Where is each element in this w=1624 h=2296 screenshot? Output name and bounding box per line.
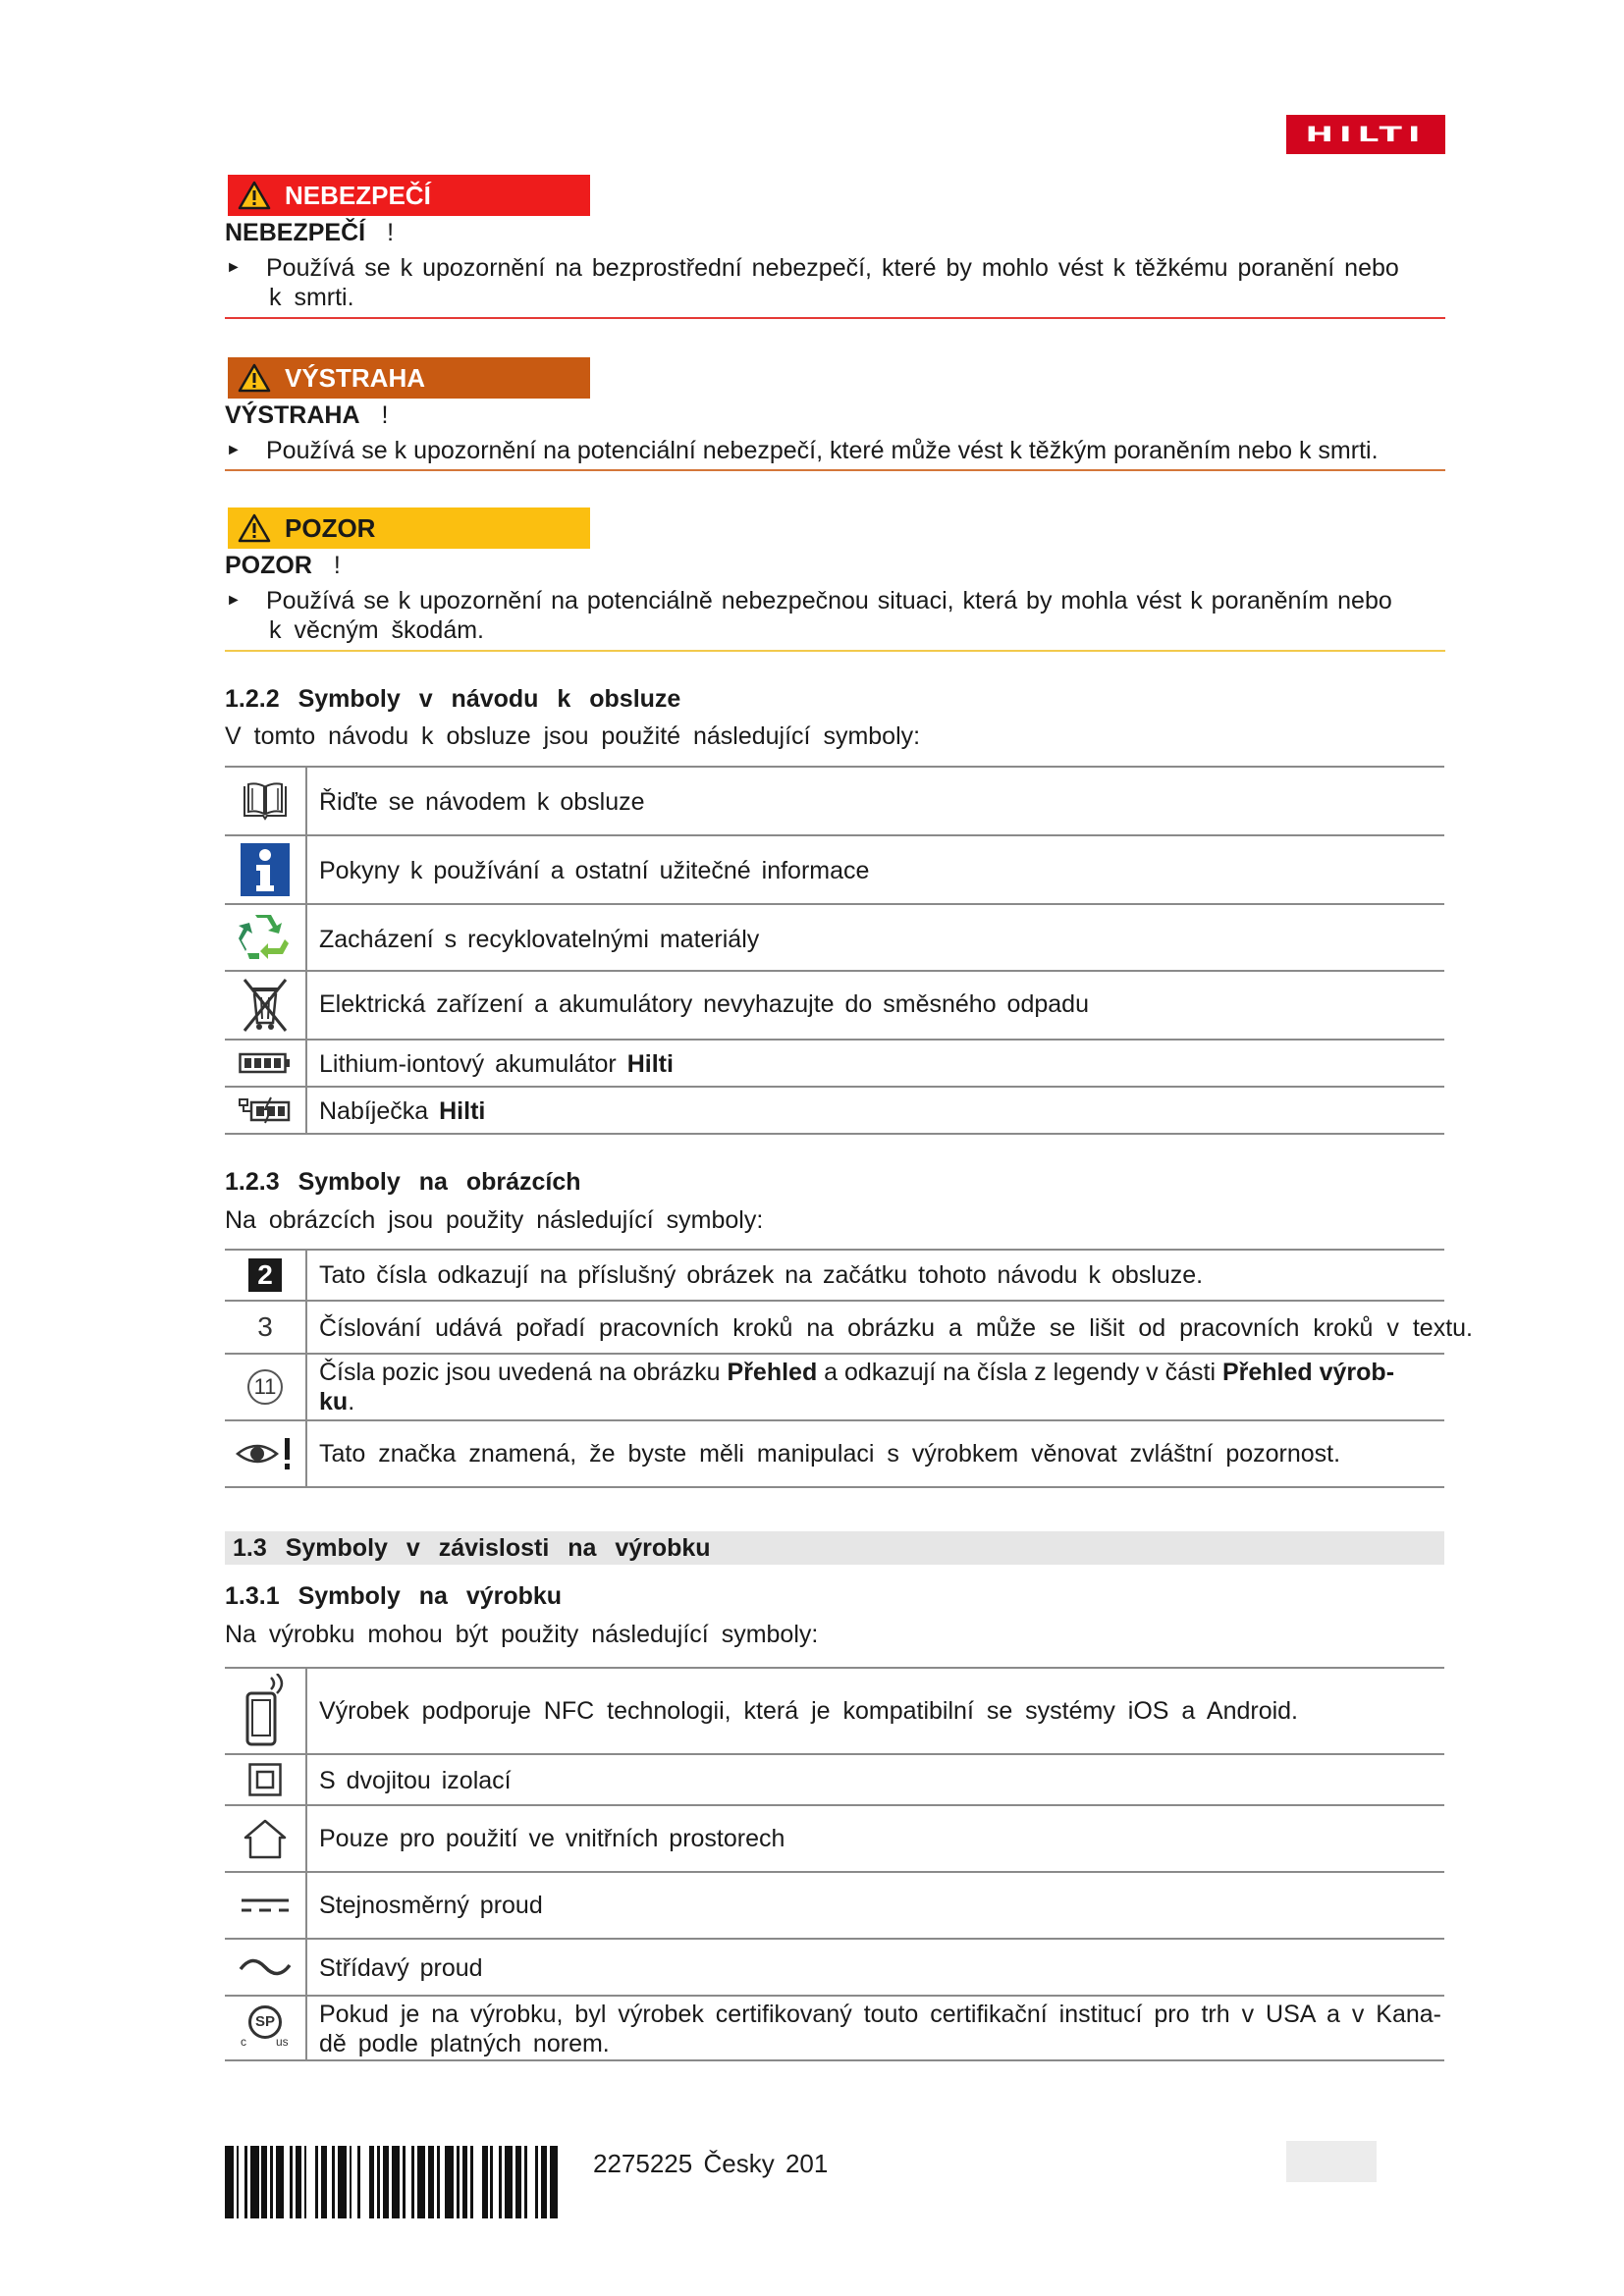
table-row [225,1355,1444,1421]
warning-triangle-icon [238,181,271,210]
warning-heading: VÝSTRAHA ! [225,401,389,429]
bullet-marker: ► [226,259,242,276]
row-text: Pokud je na výrobku, byl výrobek certifikovaný touto certifikační institucí pro trh v USA a v Kana- [319,2001,1441,2028]
section-122-heading: 1.2.2 Symboly v návodu k obsluze [225,685,681,713]
warning-divider [225,469,1445,471]
danger-heading: NEBEZPEČÍ ! [225,219,395,246]
table-row [225,1873,1444,1940]
position-number-icon: 11 [247,1369,283,1405]
table-row [225,1940,1444,1997]
danger-banner [228,175,590,216]
table-row [225,1041,1444,1088]
row-text: Elektrická zařízení a akumulátory nevyhazujte do směsného odpadu [319,990,1089,1018]
caution-banner [228,507,590,549]
row-text: Stejnosměrný proud [319,1892,543,1919]
section-123-heading: 1.2.3 Symboly na obrázcích [225,1168,581,1196]
table-row [225,1755,1444,1806]
table-row [225,1302,1473,1355]
warning-text-line1: Používá se k upozornění na potenciální nebezpečí, které může vést k těžkým poraněním nebo k smrti. [266,437,1379,464]
charger-icon [238,1095,293,1125]
table-row [225,905,1444,972]
caution-text-line2: k věcným škodám. [269,616,485,644]
symbols-product-table [225,1667,1444,2061]
caution-divider [225,650,1445,652]
section-123-intro: Na obrázcích jsou použity následující symboly: [225,1206,764,1234]
hilti-logo: HILTI [1286,115,1445,154]
alternating-current-icon [238,1955,293,1979]
row-text: Výrobek podporuje NFC technologii, která je kompatibilní se systémy iOS a Android. [319,1697,1299,1725]
crossed-bin-icon [241,976,290,1035]
section-122-intro: V tomto návodu k obsluze jsou použité následující symboly: [225,722,921,750]
indoor-house-icon [243,1818,288,1859]
warning-label: VÝSTRAHA [285,362,426,393]
warning-banner [228,357,590,399]
caution-label: POZOR [285,512,376,543]
nfc-phone-icon [240,1674,291,1748]
bullet-marker: ► [226,442,242,458]
warning-triangle-icon [238,363,271,393]
row-text: Zacházení s recyklovatelnými materiály [319,926,760,953]
row-text: S dvojitou izolací [319,1767,512,1794]
csa-us-icon: SP c us [241,2003,290,2053]
battery-icon [239,1051,292,1075]
row-text: Pouze pro použití ve vnitřních prostorech [319,1825,785,1852]
footer-info: 2275225 Česky 201 [593,2149,829,2178]
danger-label: NEBEZPEČÍ [285,180,431,210]
danger-text-line1: Používá se k upozornění na bezprostřední nebezpečí, které by mohlo vést k těžkému poranění nebo [266,254,1399,282]
caution-text-line1: Používá se k upozornění na potenciálně nebezpečnou situaci, která by mohla vést k poraněním nebo [266,587,1392,614]
row-text: Řiďte se návodem k obsluze [319,788,645,816]
section-131-heading: 1.3.1 Symboly na výrobku [225,1582,563,1610]
section-131-intro: Na výrobku mohou být použity následující symboly: [225,1621,819,1648]
step-number-icon: 3 [257,1311,273,1342]
row-text: Tato čísla odkazují na příslušný obrázek na začátku tohoto návodu k obsluze. [319,1261,1204,1289]
table-row [225,1806,1444,1873]
table-row [225,1088,1444,1135]
manual-book-icon [241,780,290,822]
danger-divider [225,317,1445,319]
table-row [225,1669,1444,1755]
footer-grey-box [1286,2141,1377,2182]
row-text: Nabíječka Hilti [319,1097,486,1125]
recycle-icon [238,910,293,965]
figure-number-icon: 2 [248,1258,282,1292]
table-row [225,1421,1444,1488]
symbols-manual-table [225,766,1444,1135]
direct-current-icon [240,1896,291,1915]
row-text: Lithium-iontový akumulátor Hilti [319,1050,674,1078]
bullet-marker: ► [226,592,242,609]
symbols-figures-table [225,1249,1473,1488]
table-row [225,972,1444,1041]
info-icon [240,842,291,897]
caution-heading: POZOR ! [225,552,341,579]
double-insulation-icon [248,1763,282,1796]
row-text: Střídavý proud [319,1954,483,1982]
row-text-continued: ku. [319,1388,355,1415]
row-text: Pokyny k používání a ostatní užitečné informace [319,857,870,884]
row-text: Čísla pozic jsou uvedená na obrázku Přehled a odkazují na čísla z legendy v části Přehled výrob- [319,1359,1395,1386]
danger-text-line2: k smrti. [269,284,354,311]
eye-attention-icon [236,1436,295,1471]
barcode [225,2146,559,2218]
table-row [225,1251,1444,1302]
warning-triangle-icon [238,513,271,543]
table-row [225,836,1444,905]
table-row [225,768,1444,836]
row-text: Číslování udává pořadí pracovních kroků na obrázku a může se lišit od pracovních kroků v textu. [319,1314,1473,1342]
row-text: Tato značka znamená, že byste měli manipulaci s výrobkem věnovat zvláštní pozornost. [319,1440,1341,1468]
section-13-heading: 1.3 Symboly v závislosti na výrobku [225,1531,1444,1565]
table-row [225,1997,1444,2061]
row-text-continued: dě podle platných norem. [319,2030,610,2057]
